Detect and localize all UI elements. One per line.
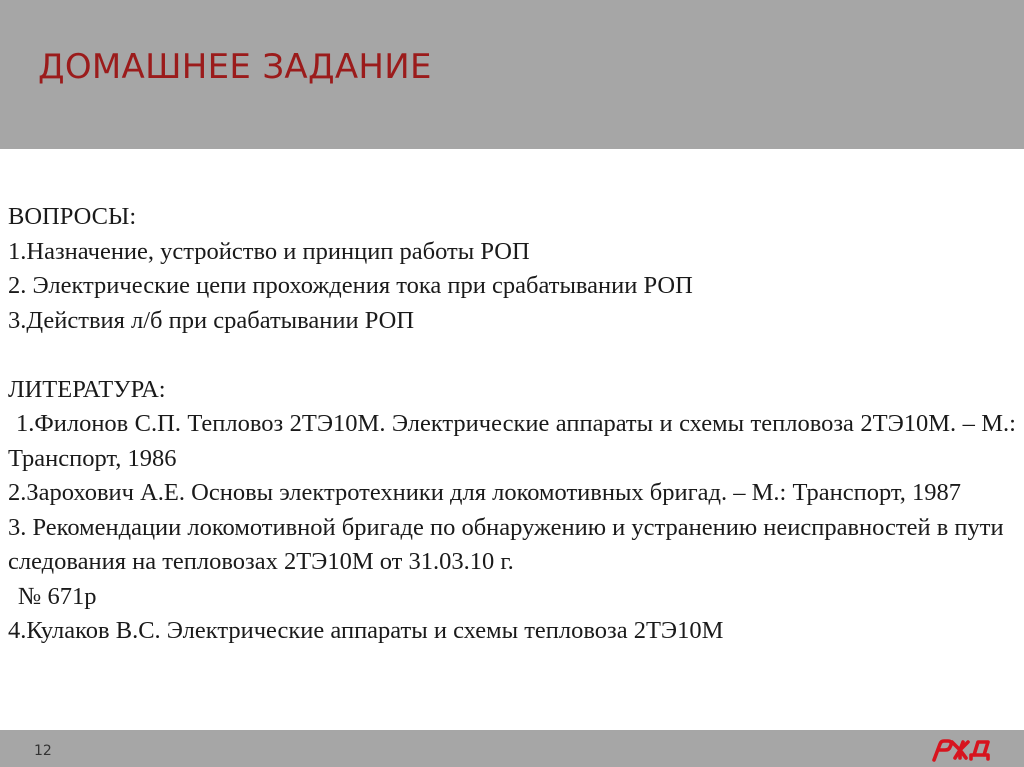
literature-item: 2.Зарохович А.Е. Основы электротехники для локомотивных бригад. – М.: Транспорт, 1987 [8, 479, 962, 506]
page-number: 12 [34, 743, 52, 759]
question-item: 2. Электрические цепи прохождения тока при срабатывании РОП [8, 272, 693, 299]
slide-title: ДОМАШНЕЕ ЗАДАНИЕ [38, 47, 432, 87]
literature-item: 1.Филонов С.П. Тепловоз 2ТЭ10М. Электрические аппараты и схемы тепловоза 2ТЭ10М. – М.: Транспорт, 1986 [8, 410, 1016, 472]
literature-heading: ЛИТЕРАТУРА: [8, 375, 166, 403]
rzd-logo-icon [930, 736, 994, 762]
homework-content [8, 200, 1016, 649]
spacer [8, 338, 1016, 373]
header-bar [0, 0, 1024, 149]
footer-bar [0, 730, 1024, 767]
literature-item: 4.Кулаков В.С. Электрические аппараты и схемы тепловоза 2ТЭ10М [8, 617, 724, 644]
question-item: 3.Действия л/б при срабатывании РОП [8, 306, 415, 334]
questions-heading: ВОПРОСЫ: [8, 203, 137, 230]
literature-item: № 671р [18, 582, 97, 610]
literature-item: 3. Рекомендации локомотивной бригаде по обнаружению и устранению неисправностей в пути следования на тепловозах 2ТЭ10М от 31.03.10 г. [8, 513, 1004, 575]
question-item: 1.Назначение, устройство и принцип работы РОП [8, 237, 530, 265]
